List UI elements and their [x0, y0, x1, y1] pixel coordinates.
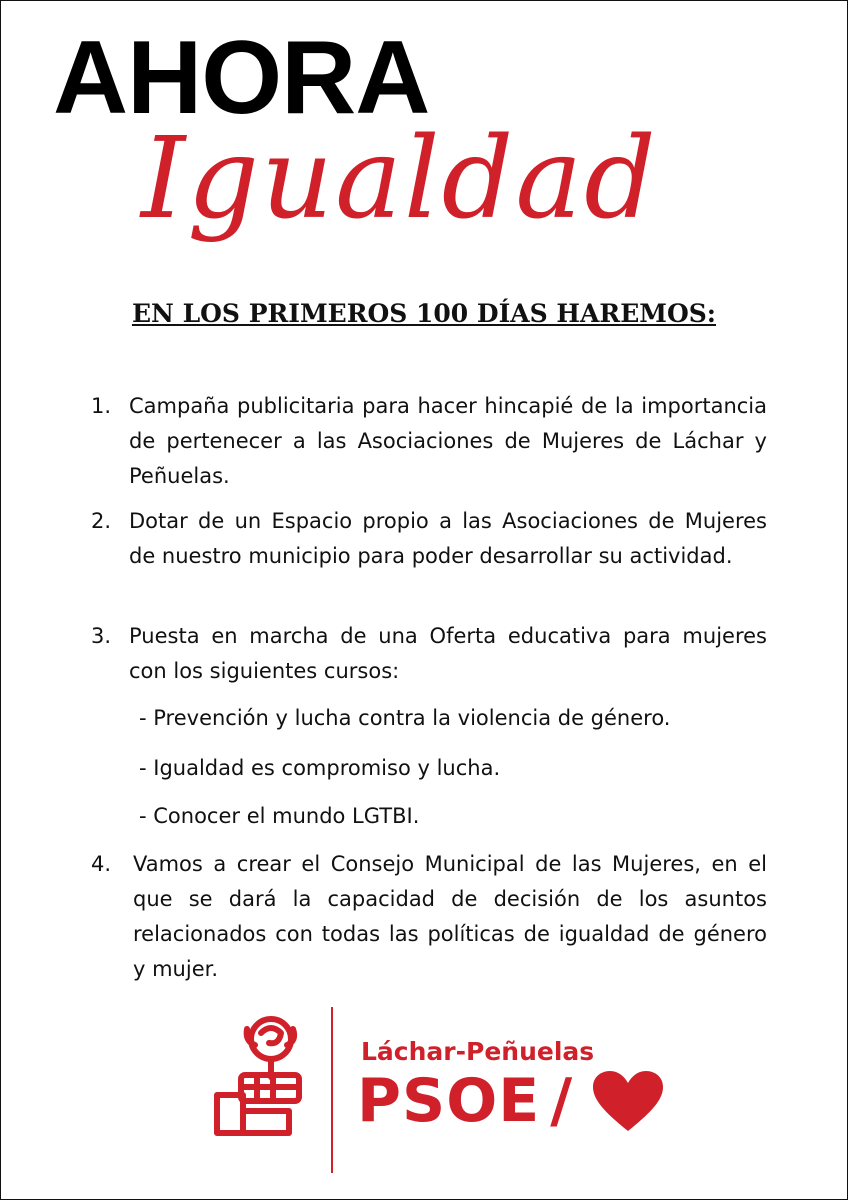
title-igualdad: Igualdad [141, 114, 658, 244]
brand-wordmark [357, 1066, 573, 1136]
course-item-2: - Igualdad es compromiso y lucha. [139, 756, 501, 780]
list-number: 1. [91, 394, 112, 418]
brand-party: PSOE [357, 1066, 541, 1136]
list-number: 4. [91, 852, 112, 876]
list-item-3 [91, 619, 767, 689]
section-heading: EN LOS PRIMEROS 100 DÍAS HAREMOS: [131, 299, 717, 328]
heart-icon [593, 1071, 663, 1133]
list-number: 3. [91, 624, 112, 648]
brand-slash: / [550, 1066, 574, 1136]
title-ahora: AHORA [53, 20, 430, 136]
list-item-4 [91, 847, 767, 987]
list-text: Vamos a crear el Consejo Municipal de las Mujeres, en el que se dará la capacidad de decisión de los asuntos relacionados con todas las políticas de igualdad de género y mujer. [133, 852, 767, 981]
logo-divider [331, 1007, 333, 1173]
rose-in-fist-icon [213, 1011, 313, 1141]
course-item-3: - Conocer el mundo LGTBI. [139, 804, 420, 828]
list-text: Campaña publicitaria para hacer hincapié de la importancia de pertenecer a las Asociaciones de Mujeres de Láchar y Peñuelas. [129, 394, 767, 488]
list-item-1 [91, 389, 767, 494]
brand-location: Láchar-Peñuelas [361, 1037, 595, 1066]
list-text: Puesta en marcha de una Oferta educativa para mujeres con los siguientes cursos: [129, 624, 767, 683]
course-item-1: - Prevención y lucha contra la violencia de género. [139, 706, 671, 730]
list-number: 2. [91, 509, 112, 533]
list-item-2 [91, 504, 767, 574]
list-text: Dotar de un Espacio propio a las Asociaciones de Mujeres de nuestro municipio para poder desarrollar su actividad. [129, 509, 767, 568]
